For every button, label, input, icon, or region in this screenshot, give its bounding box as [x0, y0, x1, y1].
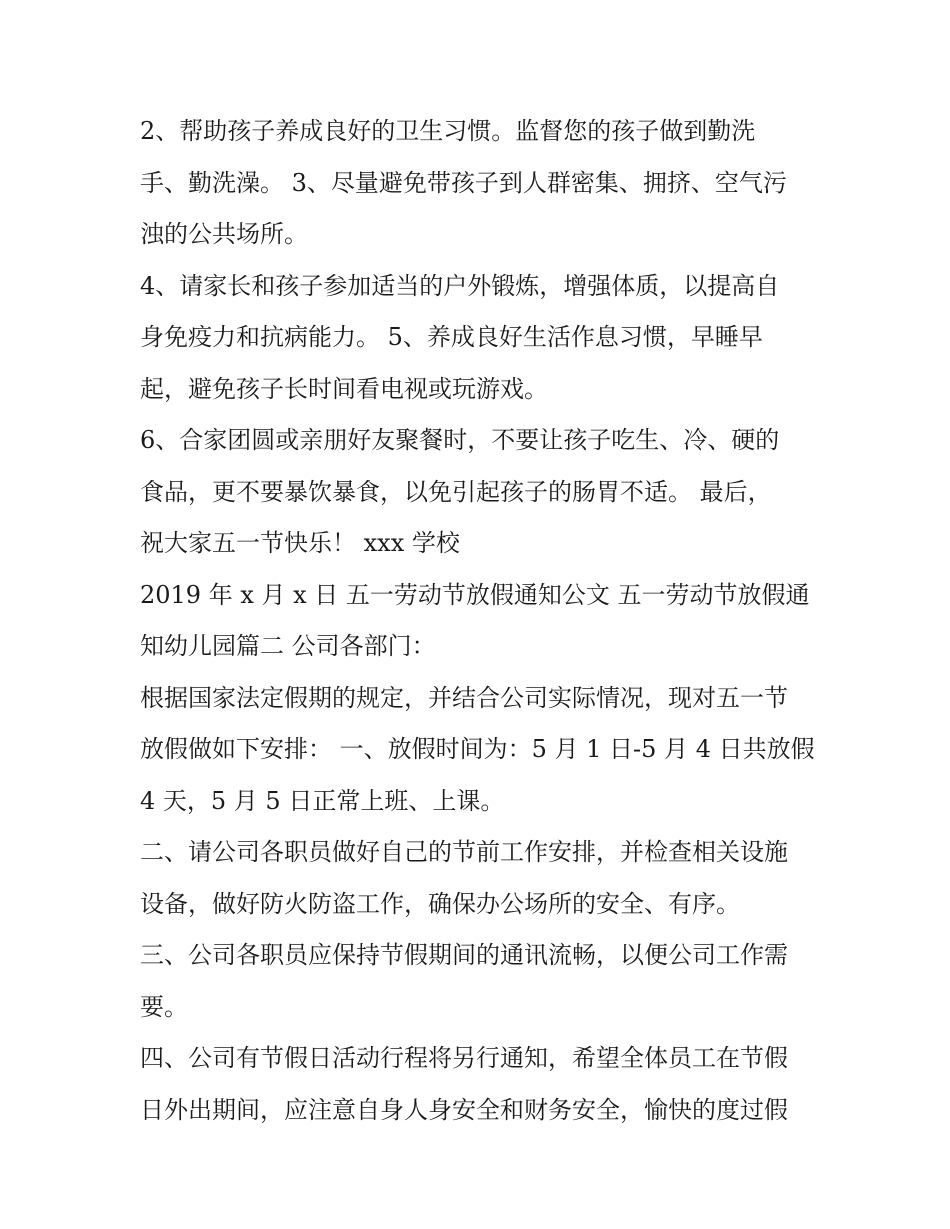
text-line: 日外出期间，应注意自身人身安全和财务安全，愉快的度过假: [140, 1095, 788, 1124]
text-line: 三、公司各职员应保持节假期间的通讯流畅，以便公司工作需: [140, 941, 788, 969]
text-line: 根据国家法定假期的规定，并结合公司实际情况，现对五一节: [140, 683, 788, 712]
text-line: 身免疫力和抗病能力。 5、养成良好生活作息习惯，早睡早: [140, 323, 763, 351]
text-line: 6、合家团圆或亲朋好友聚餐时，不要让孩子吃生、冷、硬的: [140, 426, 780, 454]
text-line: 设备，做好防火防盗工作，确保办公场所的安全、有序。: [140, 889, 740, 918]
text-line: 2、帮助孩子养成良好的卫生习惯。监督您的孩子做到勤洗: [140, 117, 756, 145]
text-line: 浊的公共场所。: [140, 220, 308, 248]
text-line: 食品，更不要暴饮暴食，以免引起孩子的肠胃不适。 最后，: [140, 477, 772, 506]
text-line: 4、请家长和孩子参加适当的户外锻炼，增强体质，以提高自: [140, 271, 780, 300]
text-line: 2019 年 x 月 x 日 五一劳动节放假通知公文 五一劳动节放假通: [140, 580, 810, 609]
text-line: 四、公司有节假日活动行程将另行通知，希望全体员工在节假: [140, 1044, 788, 1072]
text-line: 放假做如下安排： 一、放假时间为：5 月 1 日-5 月 4 日共放假: [140, 735, 815, 763]
text-line: 手、勤洗澡。 3、尽量避免带孩子到人群密集、拥挤、空气污: [140, 168, 787, 197]
document-body: [140, 106, 820, 1136]
text-line: 二、请公司各职员做好自己的节前工作安排，并检查相关设施: [140, 838, 788, 866]
text-line: 知幼儿园篇二 公司各部门：: [140, 632, 436, 660]
text-line: 祝大家五一节快乐！ xxx 学校: [140, 529, 460, 557]
text-line: 要。: [140, 992, 188, 1021]
text-line: 起，避免孩子长时间看电视或玩游戏。: [140, 374, 548, 403]
text-line: 4 天，5 月 5 日正常上班、上课。: [140, 786, 505, 815]
